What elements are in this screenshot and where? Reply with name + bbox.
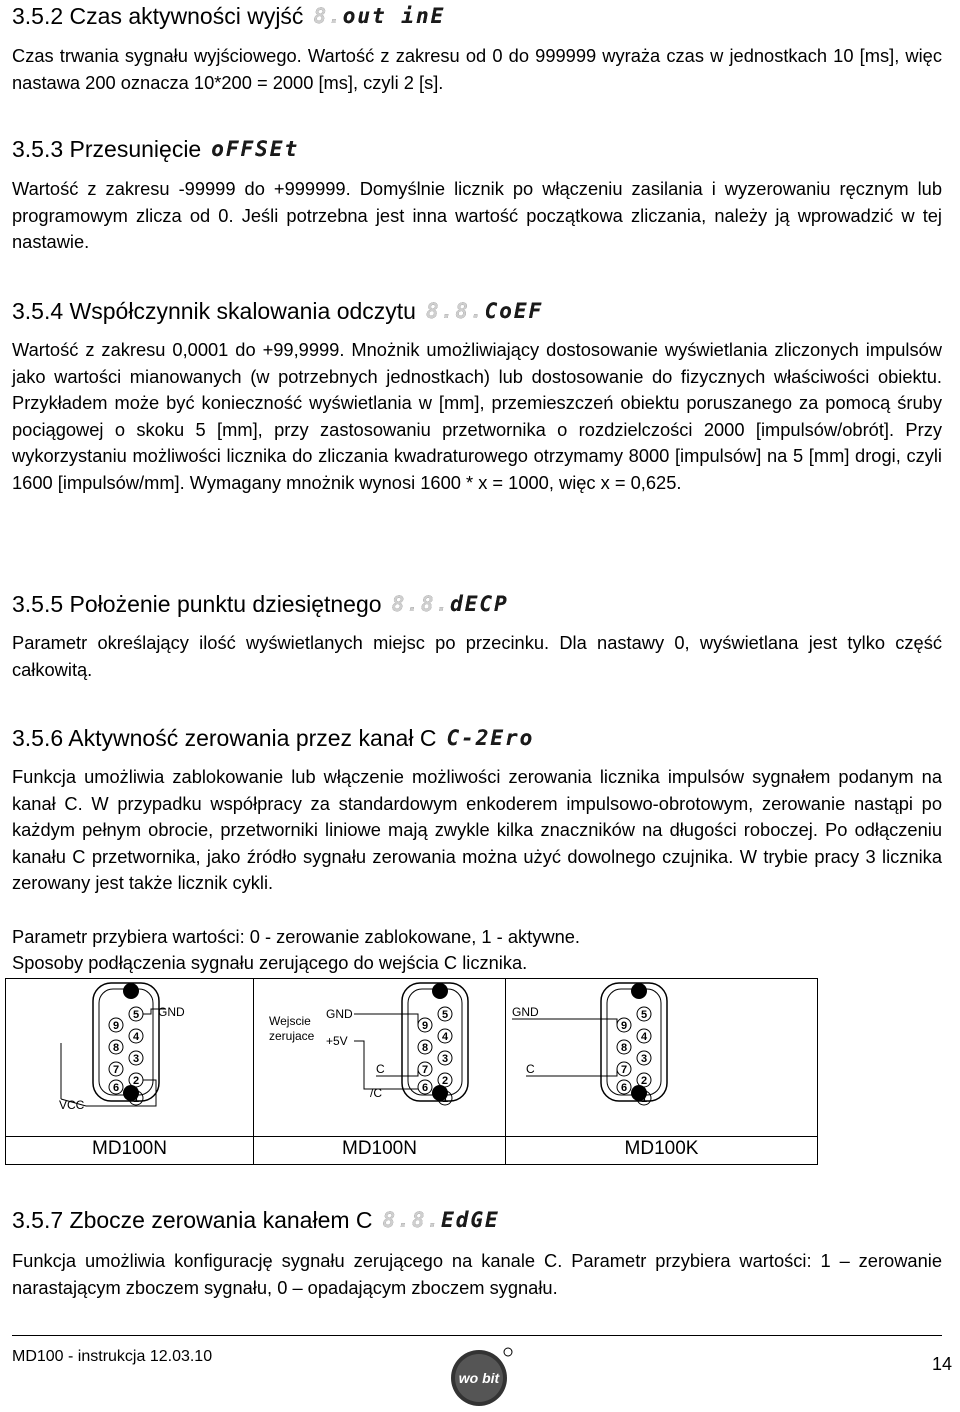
plus5v-label: +5V bbox=[326, 1034, 348, 1048]
paragraph-3-5-5: Parametr określający ilość wyświetlanych miejsc po przecinku. Dla nastawy 0, wyświetlana jest tylko część całkowitą. bbox=[12, 632, 942, 680]
heading-3-5-3 bbox=[12, 135, 299, 163]
pin-4: 4 bbox=[441, 1031, 449, 1043]
pin-2: 2 bbox=[441, 1075, 449, 1087]
pin-6: 6 bbox=[421, 1082, 429, 1094]
heading-3-5-4 bbox=[12, 297, 543, 325]
wejscie-label: Wejscie bbox=[269, 1014, 311, 1028]
pin-9: 9 bbox=[620, 1020, 628, 1032]
logo-text: wo bit bbox=[458, 1370, 500, 1386]
heading-text: 3.5.4 Współczynnik skalowania odczytu bbox=[12, 298, 416, 324]
connection-figures bbox=[5, 978, 818, 1165]
vcc-label: VCC bbox=[59, 1098, 85, 1112]
figure-md100k bbox=[506, 979, 817, 1164]
pin-2: 2 bbox=[640, 1075, 648, 1087]
pin-3: 3 bbox=[132, 1053, 140, 1065]
pin-8: 8 bbox=[421, 1042, 429, 1054]
footer-divider bbox=[12, 1335, 942, 1336]
pin-5: 5 bbox=[441, 1009, 449, 1021]
pin-1: 1 bbox=[640, 1093, 648, 1105]
pin-9: 9 bbox=[112, 1020, 120, 1032]
pin-8: 8 bbox=[620, 1042, 628, 1054]
heading-text: 3.5.2 Czas aktywności wyjść bbox=[12, 3, 304, 29]
figure-caption: MD100N bbox=[342, 1138, 417, 1159]
display-code: 8.8.EdGE bbox=[382, 1208, 500, 1232]
pin-1: 1 bbox=[441, 1093, 449, 1105]
heading-text: 3.5.5 Położenie punktu dziesiętnego bbox=[12, 591, 382, 617]
paragraph-3-5-3: Wartość z zakresu -99999 do +999999. Domyślnie licznik po włączeniu zasilania i wyzerowaniu ręcznym lub programowym zlicza od 0. Jeśli potrzebna jest inna wartość początkowa zliczania, należy ją wprowadzić w tej nastawie. bbox=[12, 178, 942, 252]
figure-md100n-5v bbox=[254, 979, 506, 1164]
pin-7: 7 bbox=[421, 1064, 429, 1076]
display-code: oFFSEt bbox=[211, 137, 300, 161]
paragraph-3-5-6: Funkcja umożliwia zablokowanie lub włączenie możliwości zerowania licznika impulsów sygnałem podanym na kanał C. W przypadku współpracy za standardowym enkoderem impulsowo-obrotowym, zerowanie nastąpi po każdym pełnym obrocie, przetworniki liniowe mają zwykle kilka znaczników na długości roboczej. Po odłączeniu kanału C przetwornika, jako źródło sygnału zerowania można użyć dowolnego czujnika. W trybie pracy 3 licznika zerowany jest także licznik cykli. bbox=[12, 766, 942, 893]
paragraph-3-5-4: Wartość z zakresu 0,0001 do +99,9999. Mnożnik umożliwiający dostosowanie wyświetlania zliczonych impulsów jako wartości mianowanych (w potrzebnych jednostkach) lub dostosowanie do fizycznych właściwości obiektu. Przykładem może być konieczność wyświetlania w [mm], przemieszczeń obiektu poruszanego za pomocą śruby pociągowej o skoku 5 [mm], przy zastosowaniu przetwornika o rozdzielczości 2000 [impulsów/obrót]. Przy wykorzystaniu możliwości licznika do zliczania kwadraturowego otrzymamy 8000 [impulsów] na 5 [mm] drogi, czyli 1600 [impulsów/mm]. Wymagany mnożnik wynosi 1600 * x = 1000, więc x = 0,625. bbox=[12, 339, 942, 493]
paragraph-3-5-2: Czas trwania sygnału wyjściowego. Wartość z zakresu od 0 do 999999 wyraża czas w jednostkach 10 [ms], więc nastawa 200 oznacza 10*200 = 2000 [ms], czyli 2 [s]. bbox=[12, 45, 942, 93]
notc-label: /C bbox=[370, 1086, 382, 1100]
paragraph-3-5-6-figure-intro: Sposoby podłączenia sygnału zerującego do wejścia C licznika. bbox=[12, 952, 528, 973]
figure-caption: MD100K bbox=[624, 1138, 699, 1159]
pin-7: 7 bbox=[112, 1064, 120, 1076]
heading-text: 3.5.6 Aktywność zerowania przez kanał C bbox=[12, 725, 437, 751]
pin-2: 2 bbox=[132, 1075, 140, 1087]
pin-3: 3 bbox=[640, 1053, 648, 1065]
pin-6: 6 bbox=[112, 1082, 120, 1094]
pin-8: 8 bbox=[112, 1042, 120, 1054]
page-number: 14 bbox=[932, 1354, 953, 1374]
pin-5: 5 bbox=[640, 1009, 648, 1021]
heading-text: 3.5.7 Zbocze zerowania kanałem C bbox=[12, 1207, 373, 1233]
figure-caption: MD100N bbox=[92, 1138, 167, 1159]
c-label: C bbox=[526, 1062, 535, 1076]
figure-md100n-vcc bbox=[6, 979, 254, 1164]
heading-3-5-6 bbox=[12, 724, 534, 752]
zerujace-label: zerujace bbox=[269, 1029, 315, 1043]
display-code: 8.out inE bbox=[313, 4, 446, 28]
pin-7: 7 bbox=[620, 1064, 628, 1076]
pin-4: 4 bbox=[640, 1031, 648, 1043]
display-code: 8.8.dECP bbox=[391, 592, 509, 616]
footer-doc-title: MD100 - instrukcja 12.03.10 bbox=[12, 1348, 213, 1365]
gnd-label: GND bbox=[158, 1005, 185, 1019]
gnd-label: GND bbox=[512, 1005, 539, 1019]
pin-3: 3 bbox=[441, 1053, 449, 1065]
heading-3-5-7 bbox=[12, 1206, 500, 1234]
heading-text: 3.5.3 Przesunięcie bbox=[12, 136, 202, 162]
paragraph-3-5-6-values: Parametr przybiera wartości: 0 - zerowanie zablokowane, 1 - aktywne. bbox=[12, 926, 580, 947]
heading-3-5-2 bbox=[12, 2, 445, 30]
db9-connector-diagram bbox=[254, 979, 506, 1136]
heading-3-5-5 bbox=[12, 590, 509, 618]
pin-5: 5 bbox=[132, 1009, 140, 1021]
c-label: C bbox=[376, 1062, 385, 1076]
gnd-label: GND bbox=[326, 1007, 353, 1021]
db9-connector-diagram bbox=[6, 979, 254, 1136]
wobit-logo-icon bbox=[446, 1344, 516, 1408]
pin-9: 9 bbox=[421, 1020, 429, 1032]
pin-1: 1 bbox=[132, 1093, 140, 1105]
paragraph-3-5-7: Funkcja umożliwia konfigurację sygnału zerującego na kanale C. Parametr przybiera wartości: 1 – zerowanie narastającym zboczem sygnału, 0 – opadającym zboczem sygnału. bbox=[12, 1250, 942, 1298]
display-code: 8.8.CoEF bbox=[425, 299, 544, 323]
display-code: C-2Ero bbox=[446, 726, 535, 750]
pin-6: 6 bbox=[620, 1082, 628, 1094]
pin-4: 4 bbox=[132, 1031, 140, 1043]
db9-connector-diagram bbox=[506, 979, 816, 1136]
